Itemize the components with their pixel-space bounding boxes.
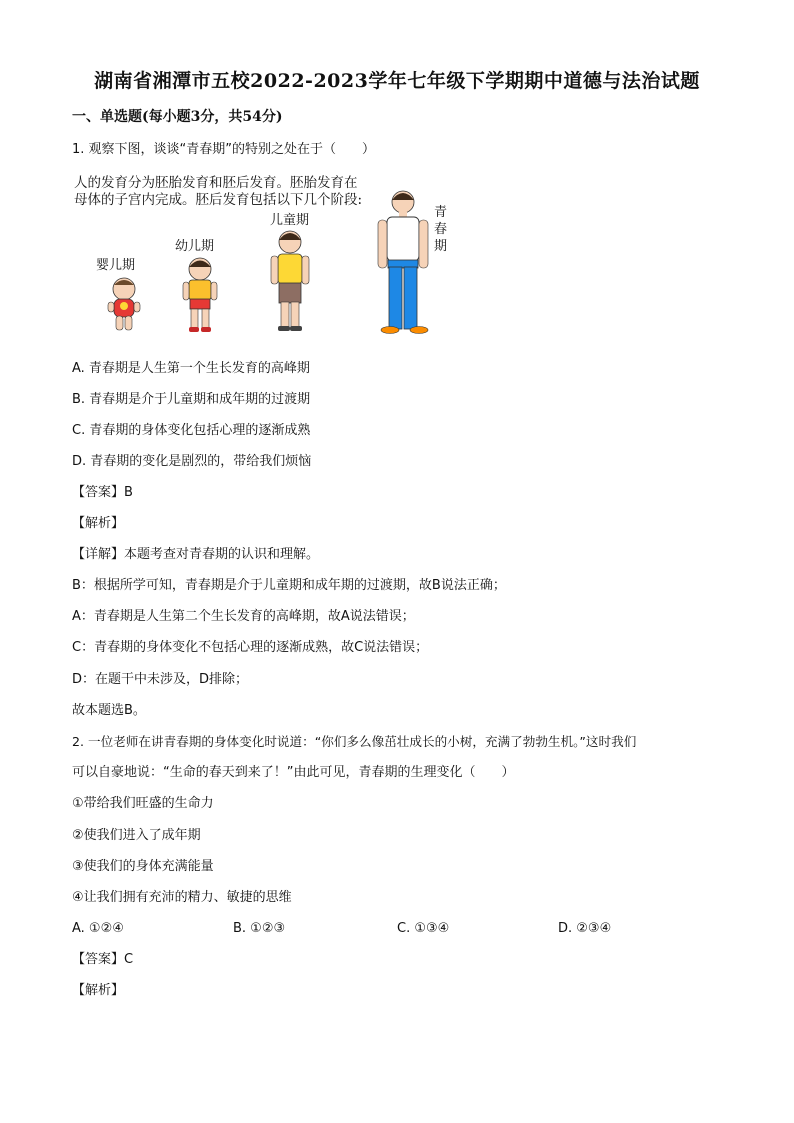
q1-detail-line: D：在题干中未涉及，D排除； [72,672,249,687]
infant-figure [108,278,140,330]
q2-item: ①带给我们旺盛的生命力 [72,796,214,811]
question-1-stem: 1. 观察下图，谈谈“青春期”的特别之处在于（ ） [72,142,376,157]
q2-item: ③使我们的身体充满能量 [72,859,214,874]
q2-analysis-label: 【解析】 [72,983,125,998]
q1-option-c: C. 青春期的身体变化包括心理的逐渐成熟 [72,423,311,438]
section-heading: 一、单选题(每小题3分，共54分) [72,109,283,125]
q2-option-b: B. ①②③ [233,921,286,936]
figure-caption-line1: 人的发育分为胚胎发育和胚后发育。胚胎发育在 [74,175,358,191]
stage-label-youth [434,204,447,254]
youth-figure [378,191,428,334]
q2-answer: 【答案】C [72,952,134,967]
q1-detail-line: 故本题选B。 [72,703,146,718]
q1-analysis-label: 【解析】 [72,516,125,531]
q2-item: ④让我们拥有充沛的精力、敏捷的思维 [72,890,292,905]
q1-answer: 【答案】B [72,485,133,500]
stage-label-toddler: 幼儿期 [175,239,215,254]
q2-option-d: D. ②③④ [558,921,612,936]
q1-option-b: B. 青春期是介于儿童期和成年期的过渡期 [72,392,311,407]
stage-label-youth-char: 春 [434,222,448,237]
stage-label-infant: 婴儿期 [96,258,136,273]
child-figure [271,231,309,331]
stage-label-child: 儿童期 [270,213,310,228]
figure-caption-line2: 母体的子宫内完成。胚后发育包括以下几个阶段: [74,192,363,208]
q1-detail-line: 【详解】本题考查对青春期的认识和理解。 [72,547,320,562]
stage-label-youth-char: 青 [434,205,448,220]
q2-option-a: A. ①②④ [72,921,124,936]
growth-stages-figure [72,172,462,342]
stage-label-youth-char: 期 [434,239,448,254]
page-title: 湖南省湘潭市五校2022-2023学年七年级下学期期中道德与法治试题 [94,70,700,92]
q1-detail-line: C：青春期的身体变化不包括心理的逐渐成熟，故C说法错误； [72,640,429,655]
toddler-figure [183,258,217,332]
question-2-stem-line2: 可以自豪地说：“生命的春天到来了！”由此可见，青春期的生理变化（ ） [72,765,515,780]
q1-detail-line: B：根据所学可知，青春期是介于儿童期和成年期的过渡期，故B说法正确； [72,578,506,593]
q2-option-c: C. ①③④ [397,921,450,936]
q1-detail-line: A：青春期是人生第二个生长发育的高峰期，故A说法错误； [72,609,415,624]
q1-option-a: A. 青春期是人生第一个生长发育的高峰期 [72,361,310,376]
question-2-stem-line1: 2. 一位老师在讲青春期的身体变化时说道：“你们多么像茁壮成长的小树，充满了勃勃生机。”这时我们 [72,734,637,749]
q2-item: ②使我们进入了成年期 [72,828,201,843]
q1-option-d: D. 青春期的变化是剧烈的，带给我们烦恼 [72,454,312,469]
